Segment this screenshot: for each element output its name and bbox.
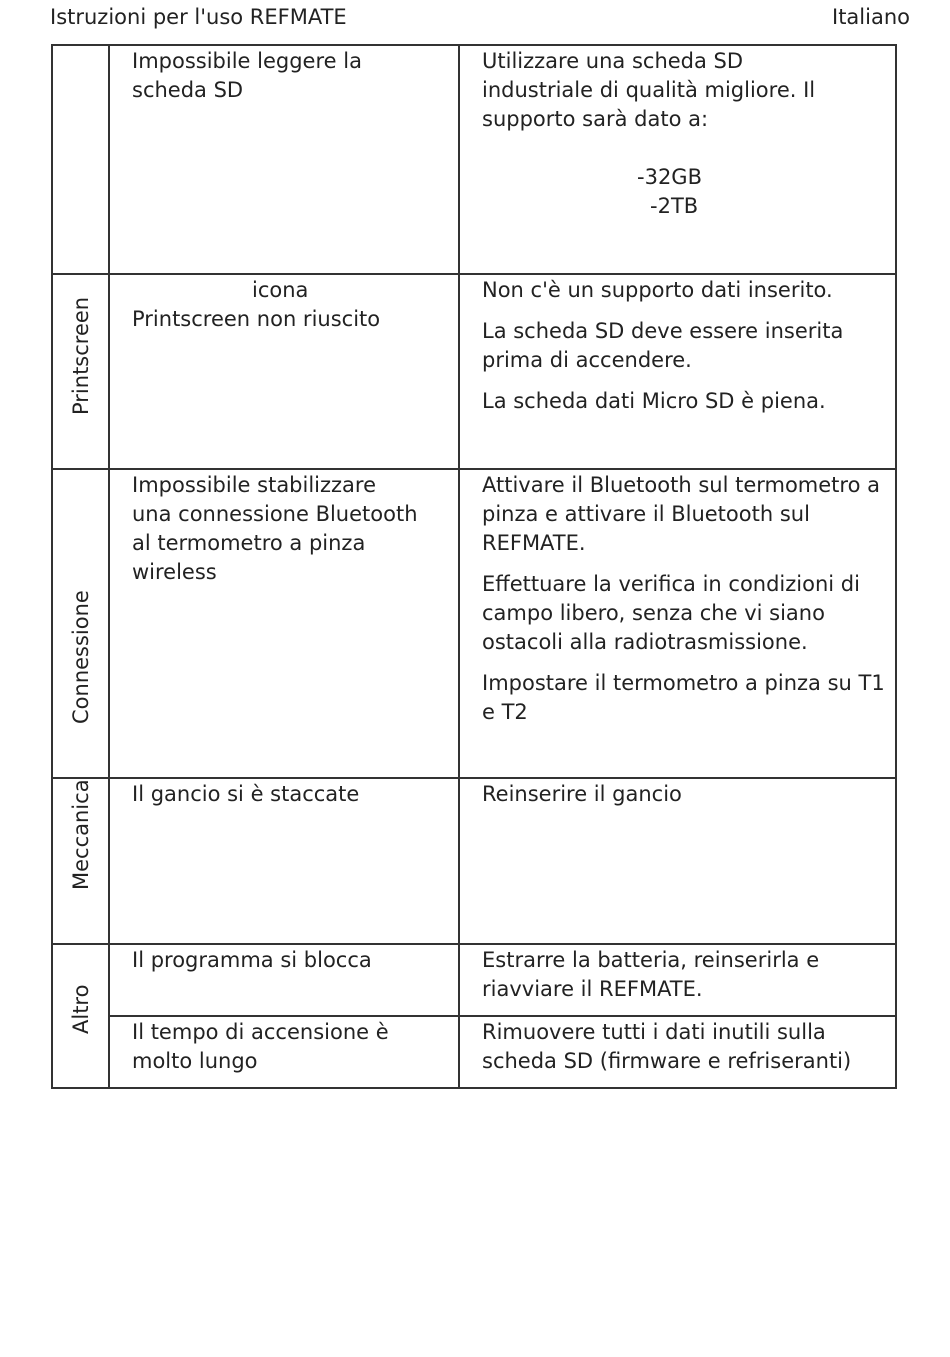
document-title: Istruzioni per l'uso REFMATE xyxy=(50,5,347,29)
table-row xyxy=(52,469,896,778)
problem-cell xyxy=(109,274,459,469)
category-label: Printscreen xyxy=(68,296,93,415)
solution-line: supporto sarà dato a: xyxy=(482,107,709,131)
problem-cell xyxy=(109,469,459,778)
category-cell xyxy=(52,45,109,274)
supported-size: -2TB xyxy=(650,194,699,218)
category-cell xyxy=(52,778,109,944)
table-row xyxy=(52,778,896,944)
problem-cell xyxy=(109,1016,459,1088)
solution-paragraph: Impostare il termometro a pinza su T1 e T2 xyxy=(482,671,885,724)
language-label: Italiano xyxy=(832,5,910,29)
solution-paragraph: Attivare il Bluetooth sul termometro a pinza e attivare il Bluetooth sul REFMATE. xyxy=(482,473,880,555)
category-cell xyxy=(52,944,109,1088)
category-cell xyxy=(52,274,109,469)
solution-cell xyxy=(459,45,896,274)
table-row xyxy=(52,1016,896,1088)
solution-paragraph: La scheda SD deve essere inserita prima di accendere. xyxy=(482,319,844,372)
problem-text: Printscreen non riuscito xyxy=(132,307,381,331)
problem-line: Impossibile stabilizzare xyxy=(132,473,377,497)
category-cell xyxy=(52,469,109,778)
table-row xyxy=(52,274,896,469)
problem-line: scheda SD xyxy=(132,78,244,102)
solution-paragraph: La scheda dati Micro SD è piena. xyxy=(482,389,826,413)
problem-cell xyxy=(109,45,459,274)
solution-text: Reinserire il gancio xyxy=(482,782,682,806)
solution-text: Rimuovere tutti i dati inutili sulla scheda SD (firmware e refriseranti) xyxy=(482,1020,852,1073)
solution-line: industriale di qualità migliore. Il xyxy=(482,78,816,102)
problem-line: wireless xyxy=(132,560,217,584)
problem-text: Il programma si blocca xyxy=(132,948,372,972)
table-row xyxy=(52,45,896,274)
solution-text: Estrarre la batteria, reinserirla e riavviare il REFMATE. xyxy=(482,948,820,1001)
category-label: Connessione xyxy=(68,590,93,724)
solution-cell xyxy=(459,778,896,944)
solution-paragraph: Effettuare la verifica in condizioni di campo libero, senza che vi siano ostacoli alla radiotrasmissione. xyxy=(482,572,860,654)
solution-cell xyxy=(459,944,896,1016)
problem-icon-word: icona xyxy=(252,278,309,302)
table-row xyxy=(52,944,896,1016)
problem-text: Il gancio si è staccate xyxy=(132,782,360,806)
solution-paragraph: Non c'è un supporto dati inserito. xyxy=(482,278,833,302)
solution-cell xyxy=(459,274,896,469)
problem-text: Il tempo di accensione è molto lungo xyxy=(132,1020,389,1073)
problem-line: una connessione Bluetooth xyxy=(132,502,418,526)
troubleshooting-table xyxy=(51,44,897,1089)
problem-line: al termometro a pinza xyxy=(132,531,366,555)
category-label: Meccanica xyxy=(68,779,93,890)
category-label: Altro xyxy=(68,984,93,1034)
solution-line: Utilizzare una scheda SD xyxy=(482,49,744,73)
problem-line: Impossibile leggere la xyxy=(132,49,362,73)
problem-cell xyxy=(109,944,459,1016)
supported-size: -32GB xyxy=(637,165,702,189)
solution-cell xyxy=(459,1016,896,1088)
problem-cell xyxy=(109,778,459,944)
solution-cell xyxy=(459,469,896,778)
